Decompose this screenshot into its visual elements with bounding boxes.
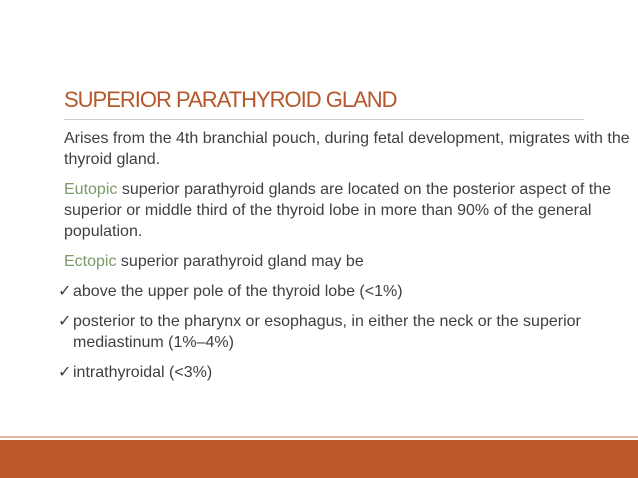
list-item [58,362,630,383]
list-item [58,281,630,302]
checkmark-icon: ✓ [58,313,72,330]
ectopic-term: Ectopic [64,253,117,270]
bullet-text: intrathyroidal (<3%) [73,364,213,381]
eutopic-description: superior parathyroid glands are located on the posterior aspect of the superior or middle third of the thyroid lobe in more than 90% of the general population. [64,181,612,240]
paragraph-ectopic [64,251,630,272]
eutopic-term: Eutopic [64,181,118,198]
ectopic-description: superior parathyroid gland may be [116,253,364,270]
footer-bar [0,440,638,478]
bullet-text: above the upper pole of the thyroid lobe (<1%) [73,283,403,300]
paragraph-eutopic [64,179,630,242]
footer-divider [0,436,638,438]
checkmark-icon: ✓ [58,283,72,300]
paragraph-origin: Arises from the 4th branchial pouch, during fetal development, migrates with the thyroid gland. [64,130,630,168]
list-item [58,311,630,353]
checkmark-icon: ✓ [58,364,72,381]
bullet-text: posterior to the pharynx or esophagus, in either the neck or the superior mediastinum (1%–4%) [73,313,581,351]
title-divider [64,119,584,120]
slide-title: SUPERIOR PARATHYROID GLAND [64,87,397,112]
slide-body [58,128,630,392]
